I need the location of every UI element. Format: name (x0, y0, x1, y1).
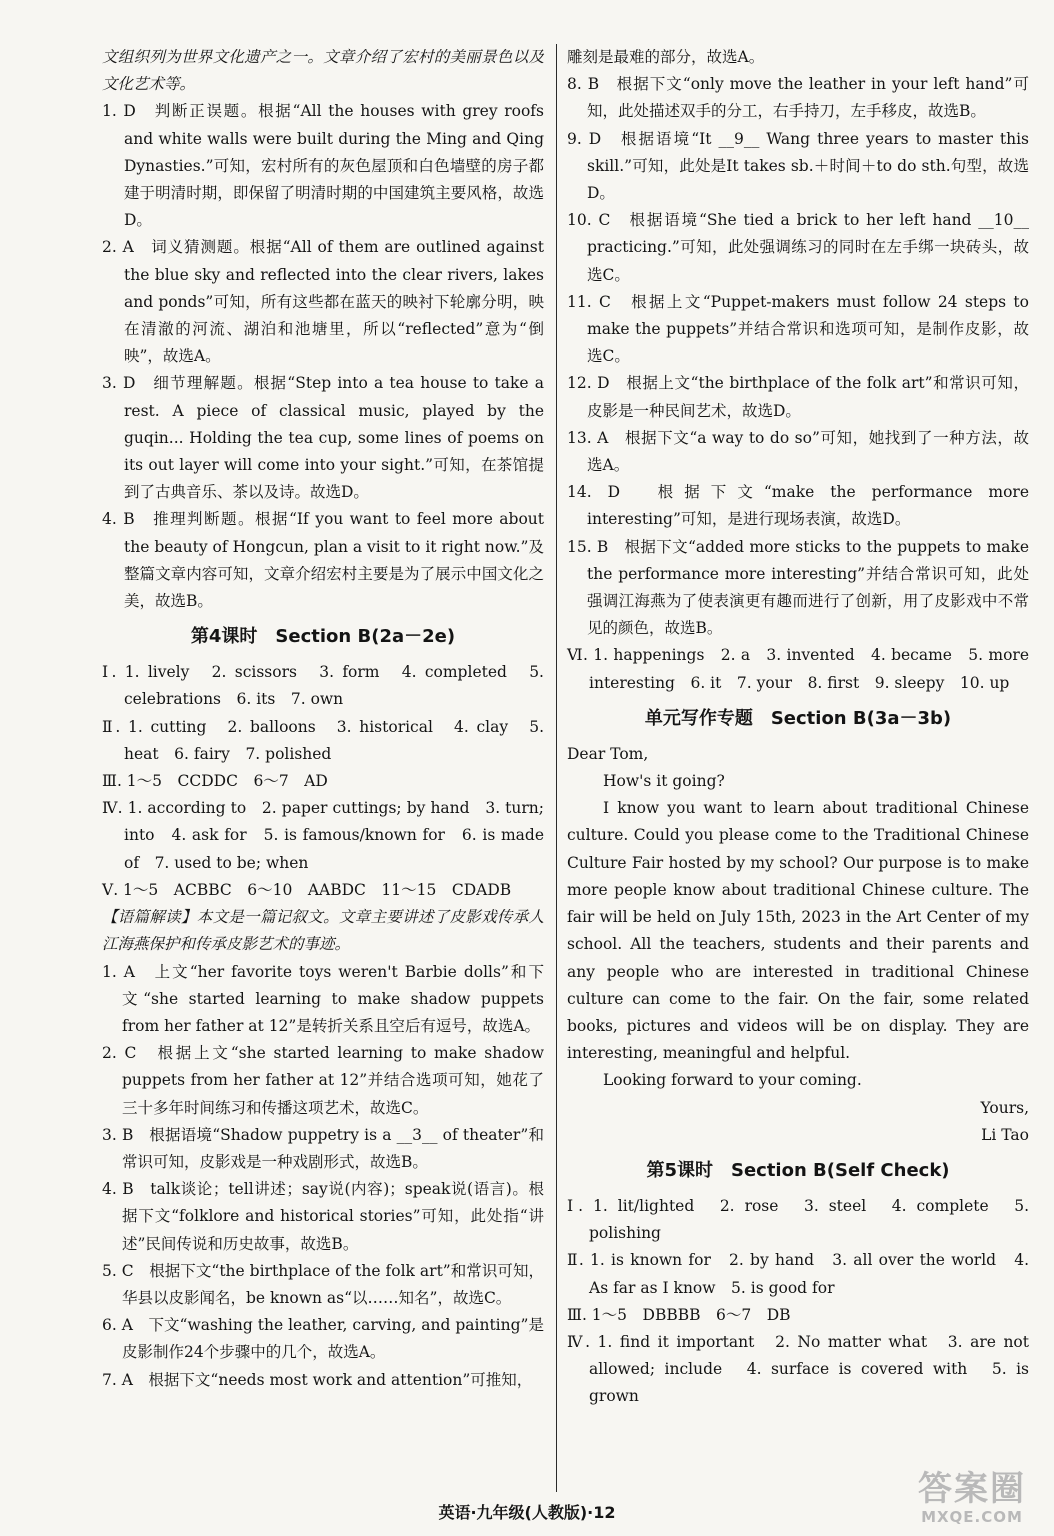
answer-paragraph: 11. C 根据上文“Puppet-makers must follow 24 steps to make the puppets”并结合常识和选项可知，是制作皮影，故选C。 (567, 292, 1029, 366)
watermark-site: MXQE.COM (921, 1508, 1023, 1526)
section-heading: 第4课时 Section B(2a－2e) (190, 626, 456, 648)
answer-paragraph: 8. B 根据下文“only move the leather in your left hand”可知，此处描述双手的分工，右手持刀，左手移皮，故选B。 (567, 75, 1029, 121)
answer-paragraph: Ⅰ. 1. lively 2. scissors 3. form 4. completed 5. celebrations 6. its 7. own (102, 663, 544, 709)
answer-paragraph: Ⅳ. 1. according to 2. paper cuttings; by hand 3. turn; into 4. ask for 5. is famous/known for 6. is made of 7. used to be; when (102, 799, 544, 872)
answer-paragraph: Ⅱ. 1. cutting 2. balloons 3. historical 4. clay 5. heat 6. fairy 7. polished (102, 717, 544, 763)
answer-paragraph: I know you want to learn about traditional Chinese culture. Could you please come to the Traditional Chinese Culture Fair hosted by my school? Our purpose is to make more people know about traditional Chinese culture. The fair will be held on July 15th, 2023 in the Art Center of my school. All the teachers, students and their parents and any people who are interested in traditional Chinese culture can come to the fair. On the fair, some related books, pictures and videos will be on display. They are interesting, meaningful and helpful. (567, 799, 1029, 1063)
answer-paragraph: Looking forward to your coming. (603, 1071, 862, 1090)
watermark-brand: 答案圈 (918, 1469, 1026, 1509)
answer-paragraph: Dear Tom, (567, 744, 649, 763)
answer-paragraph: 2. A 词义猜测题。根据“All of them are outlined against the blue sky and reflected into the clear rivers, lakes and ponds”可知，所有这些都在蓝天的映衬下轮廓分明，映在清澈的河流、湖泊和池塘里，所以“reflected”意为“倒映”，故选A。 (102, 238, 544, 366)
answer-paragraph: Ⅰ. 1. lit/lighted 2. rose 3. steel 4. complete 5. polishing (567, 1196, 1029, 1243)
answer-paragraph: How's it going? (603, 772, 725, 791)
answer-paragraph: 14. D 根据下文“make the performance more interesting”可知，是进行现场表演，故选D。 (567, 483, 1029, 529)
page-footer: 英语·九年级(人教版)·12 (438, 1503, 616, 1522)
answer-paragraph: 4. B talk谈论；tell讲述；say说(内容)；speak说(语言)。根据下文“folklore and historical stories”可知，此处指“讲述”民间传说和历史故事，故选B。 (102, 1180, 544, 1253)
answer-paragraph: Yours, (980, 1098, 1029, 1117)
answer-paragraph: 1. A 上文“her favorite toys weren't Barbie dolls”和下文“she started learning to make shadow puppets from her father at 12”是转折关系且空后有逗号，故选A。 (102, 962, 544, 1035)
answer-paragraph: Ⅳ. 1. find it important 2. No matter what 3. are not allowed; include 4. surface is covered with 5. is grown (567, 1332, 1029, 1406)
answer-paragraph: 3. B 根据语境“Shadow puppetry is a __3__ of theater”和常识可知，皮影戏是一种戏剧形式，故选B。 (102, 1125, 544, 1171)
answer-paragraph: Ⅲ. 1～5 DBBBB 6～7 DB (567, 1305, 791, 1324)
answer-paragraph: 12. D 根据上文“the birthplace of the folk art”和常识可知，皮影是一种民间艺术，故选D。 (567, 374, 1029, 420)
section-heading: 第5课时 Section B(Self Check) (646, 1159, 950, 1181)
answer-paragraph: 7. A 根据下文“needs most work and attention”可推知， (102, 1370, 533, 1389)
answer-paragraph: 2. C 根据上文“she started learning to make shadow puppets from her father at 12”并结合选项可知，她花了三十多年时间练习和传播这项艺术，故选C。 (102, 1044, 544, 1117)
answer-paragraph: 3. D 细节理解题。根据“Step into a tea house to take a rest. A piece of classical music, played by the guqin... Holding the tea cup, some lines of poems on its out layer will come into your sight.”可知，在茶馆提到了古典音乐、茶以及诗。故选D。 (102, 374, 544, 502)
answer-paragraph: 5. C 根据下文“the birthplace of the folk art”和常识可知，华县以皮影闻名，be known as“以……知名”，故选C。 (102, 1261, 544, 1307)
answer-paragraph: 13. A 根据下文“a way to do so”可知，她找到了一种方法，故选A。 (567, 428, 1029, 475)
answer-paragraph: 15. B 根据下文“added more sticks to the puppets to make the performance more interesting”并结合常识可知，此处强调江海燕为了使表演更有趣而进行了创新，用了皮影戏中不常见的颜色，故选B。 (567, 537, 1029, 638)
answer-paragraph: 【语篇解读】本文是一篇记叙文。文章主要讲述了皮影戏传承人江海燕保护和传承皮影艺术的事迹。 (102, 908, 544, 954)
answer-paragraph: Ⅱ. 1. is known for 2. by hand 3. all over the world 4. As far as I know 5. is good for (567, 1251, 1029, 1297)
watermark-logo (912, 1470, 1032, 1526)
answer-paragraph: 9. D 根据语境“It __9__ Wang three years to master this skill.”可知，此处是It takes sb.＋时间＋to do sth.句型，故选D。 (567, 129, 1029, 203)
answer-paragraph: Li Tao (981, 1125, 1029, 1144)
answer-paragraph: 10. C 根据语境“She tied a brick to her left hand __10__ practicing.”可知，此处强调练习的同时在左手绑一块砖头，故选C。 (567, 211, 1029, 284)
answer-paragraph: 6. A 下文“washing the leather, carving, and painting”是皮影制作24个步骤中的几个，故选A。 (102, 1316, 544, 1362)
answer-paragraph: 文组织列为世界文化遗产之一。文章介绍了宏村的美丽景色以及文化艺术等。 (102, 48, 544, 94)
answer-paragraph: Ⅴ. 1～5 ACBBC 6～10 AABDC 11～15 CDADB (102, 880, 512, 899)
right-column (567, 44, 1029, 1411)
answer-paragraph: 1. D 判断正误题。根据“All the houses with grey roofs and white walls were built during the Ming and Qing Dynasties.”可知，宏村所有的灰色屋顶和白色墙壁的房子都建于明清时期，即保留了明清时期的中国建筑主要风格，故选D。 (102, 102, 544, 230)
left-column (102, 44, 544, 1394)
column-divider (556, 44, 557, 1492)
section-heading: 单元写作专题 Section B(3a－3b) (644, 707, 952, 729)
answer-paragraph: 4. B 推理判断题。根据“If you want to feel more about the beauty of Hongcun, plan a visit to it right now.”及整篇文章内容可知，文章介绍宏村主要是为了展示中国文化之美，故选B。 (102, 510, 544, 611)
answer-paragraph: Ⅲ. 1～5 CCDDC 6～7 AD (102, 772, 328, 791)
answer-paragraph: Ⅵ. 1. happenings 2. a 3. invented 4. became 5. more interesting 6. it 7. your 8. first 9. sleepy 10. up (567, 646, 1029, 692)
answer-paragraph: 雕刻是最难的部分，故选A。 (567, 48, 765, 66)
